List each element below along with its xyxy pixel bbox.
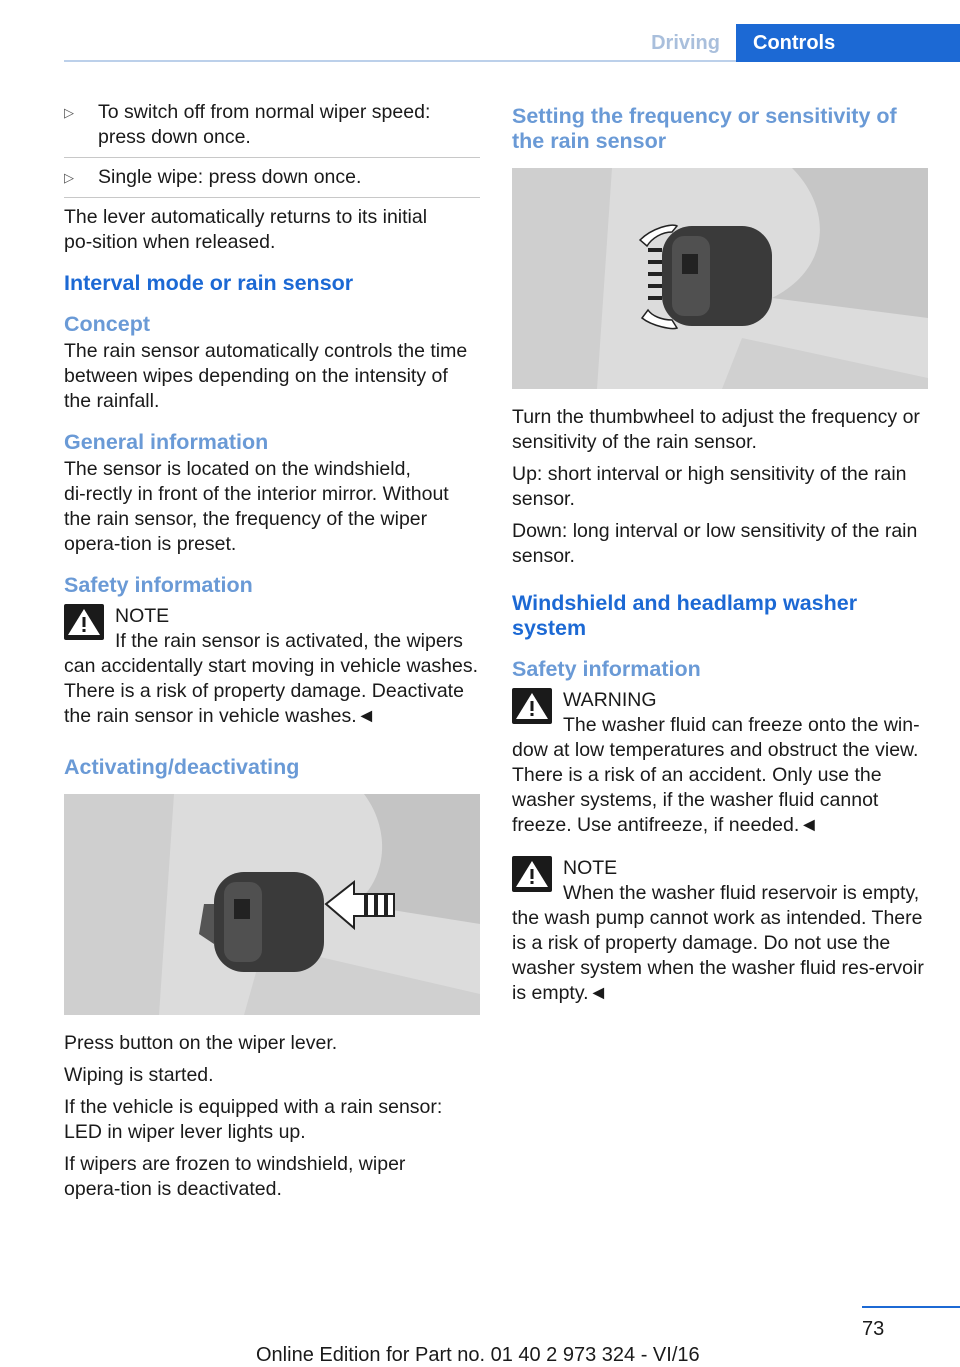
warning-text-rest: dow at low temperatures and obstruct the view. There is a risk of an accident. Only use the washer systems, if the washer fluid cannot freeze. Use antifreeze, if needed.◄ xyxy=(512,739,919,836)
note-box xyxy=(64,604,480,729)
warning-triangle-icon xyxy=(512,688,552,724)
heading-interval-mode: Interval mode or rain sensor xyxy=(64,271,354,295)
heading-setting-frequency: Setting the frequency or sensitivity of the rain sensor xyxy=(512,104,897,153)
wiper-lever-button-illustration xyxy=(64,794,480,1015)
heading-safety-information-washer: Safety information xyxy=(512,657,701,681)
warning-text-first: The washer fluid can freeze onto the win‑ xyxy=(563,714,920,736)
paragraph-down: Down: long interval or low sensitivity of the rain sensor. xyxy=(512,520,918,567)
note-text-first: When the washer fluid reservoir is empty, xyxy=(563,882,920,904)
note-label: NOTE xyxy=(563,857,618,879)
list-item: ▷ To switch off from normal wiper speed: press down once. xyxy=(64,100,480,158)
paragraph-turn-thumbwheel: Turn the thumbwheel to adjust the frequency or sensitivity of the rain sensor. xyxy=(512,406,920,453)
footer-rule xyxy=(862,1306,960,1308)
page-number: 73 xyxy=(862,1318,885,1340)
heading-general-information: General information xyxy=(64,430,269,454)
paragraph-frozen: If wipers are frozen to windshield, wiper opera‑tion is deactivated. xyxy=(64,1153,406,1200)
right-column xyxy=(512,100,928,1014)
warning-box xyxy=(512,688,928,838)
left-column xyxy=(64,100,480,1209)
heading-safety-information: Safety information xyxy=(64,573,253,597)
warning-label: WARNING xyxy=(563,689,657,711)
note-text-rest: the wash pump cannot work as intended. There is a risk of property damage. Do not use the washer system when the washer fluid res‑ervoir is empty.◄ xyxy=(512,907,924,1004)
list-item: ▷ Single wipe: press down once. xyxy=(64,165,480,198)
heading-washer-system: Windshield and headlamp washer system xyxy=(512,591,858,640)
page-header xyxy=(0,24,960,62)
wiper-bullet-list xyxy=(64,100,480,198)
note-box xyxy=(512,856,928,1006)
header-chapter-tab: Controls xyxy=(736,24,960,62)
paragraph-press-button: Press button on the wiper lever. xyxy=(64,1032,338,1054)
note-text-rest: can accidentally start moving in vehicle washes. There is a risk of property damage. Deactivate the rain sensor in vehicle washes.◄ xyxy=(64,655,479,727)
note-label: NOTE xyxy=(115,605,170,627)
heading-activating: Activating/deactivating xyxy=(64,755,300,779)
paragraph-concept: The rain sensor automatically controls the time between wipes depending on the intensity of the rainfall. xyxy=(64,340,468,412)
paragraph-up: Up: short interval or high sensitivity of the rain sensor. xyxy=(512,463,907,510)
triangle-bullet-icon: ▷ xyxy=(64,105,74,120)
thumbwheel-illustration xyxy=(512,168,928,389)
note-text-first: If the rain sensor is activated, the wipers xyxy=(115,630,463,652)
page-footer xyxy=(0,1306,960,1366)
warning-triangle-icon xyxy=(64,604,104,640)
paragraph-led: If the vehicle is equipped with a rain sensor: LED in wiper lever lights up. xyxy=(64,1096,443,1143)
heading-concept: Concept xyxy=(64,312,150,336)
triangle-bullet-icon: ▷ xyxy=(64,170,74,185)
paragraph-wiping-started: Wiping is started. xyxy=(64,1064,214,1086)
edition-text: Online Edition for Part no. 01 40 2 973 324 - VI/16 xyxy=(256,1344,700,1366)
warning-triangle-icon xyxy=(512,856,552,892)
paragraph-return: The lever automatically returns to its initial po‑sition when released. xyxy=(64,206,428,253)
header-section: Driving xyxy=(651,32,720,54)
paragraph-general: The sensor is located on the windshield, di‑rectly in front of the interior mirror. Without the rain sensor, the frequency of the wiper opera‑tion is preset. xyxy=(64,458,449,555)
